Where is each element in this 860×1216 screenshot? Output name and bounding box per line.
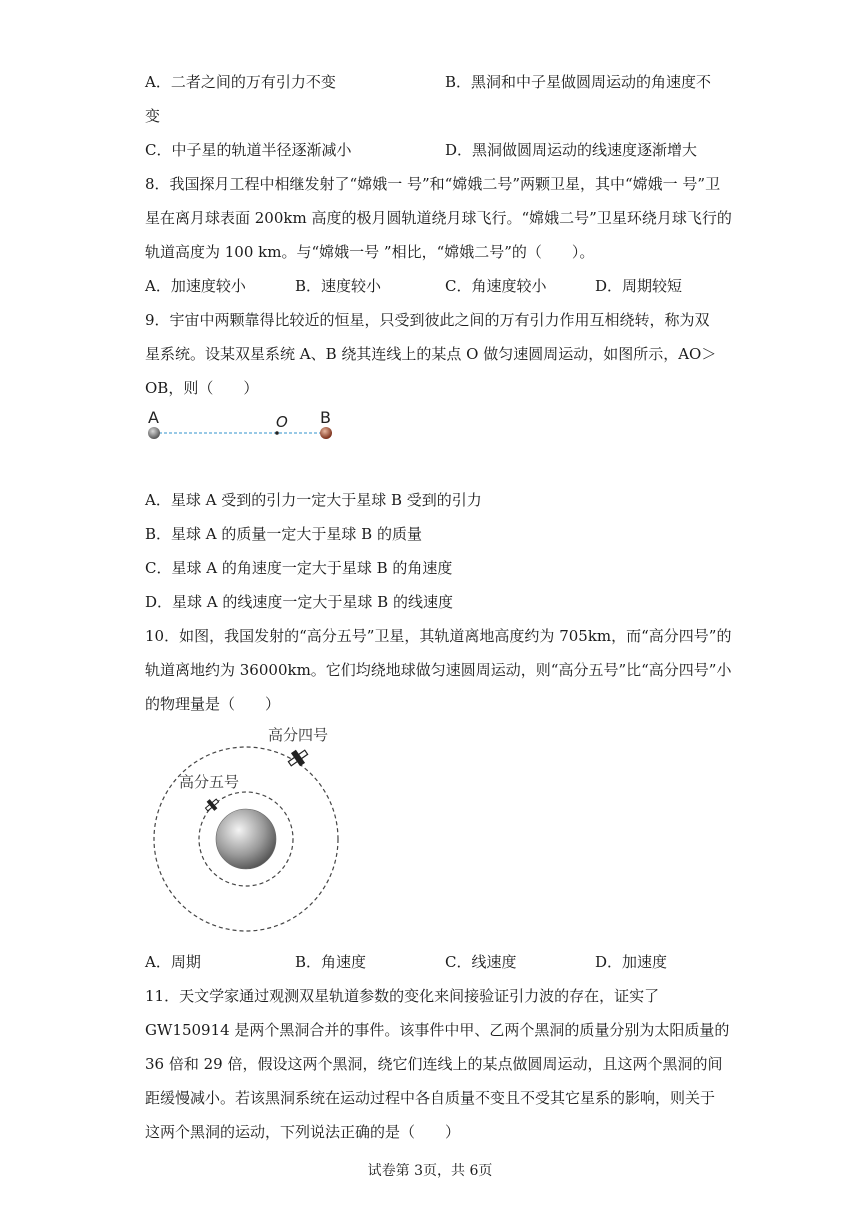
q7-option-b: B．黑洞和中子星做圆周运动的角速度不	[445, 73, 712, 91]
binary-star-diagram	[140, 405, 340, 445]
q11-text-line-1: 11．天文学家通过观测双星轨道参数的变化来间接验证引力波的存在，证实了	[145, 987, 660, 1005]
q7-option-a: A．二者之间的万有引力不变	[145, 73, 336, 91]
q8-text-line-3: 轨道高度为 100 km。与“嫦娥一号 ”相比，“嫦娥二号”的（ ）。	[145, 243, 595, 261]
q9-option-b: B．星球 A 的质量一定大于星球 B 的质量	[145, 525, 422, 543]
q9-text-line-1: 9．宇宙中两颗靠得比较近的恒星，只受到彼此之间的万有引力作用互相绕转，称为双	[145, 311, 710, 329]
label-a: A	[148, 408, 159, 427]
q10-text-line-2: 轨道离地约为 36000km。它们均绕地球做匀速圆周运动，则“高分五号”比“高分四号”小	[145, 661, 732, 679]
q8-text-line-2: 星在离月球表面 200km 高度的极月圆轨道绕月球飞行。“嫦娥二号”卫星环绕月球飞行的	[145, 209, 732, 227]
q10-text-line-1: 10．如图，我国发射的“高分五号”卫星，其轨道离地高度约为 705km，而“高分四号”的	[145, 627, 732, 645]
page-footer: 试卷第 3页，共 6页	[367, 1163, 493, 1179]
q7-option-c: C．中子星的轨道半径逐渐减小	[145, 141, 352, 159]
q10-option-a: A．周期	[145, 953, 201, 971]
star-a	[148, 427, 160, 439]
q8-option-a: A．加速度较小	[145, 277, 246, 295]
q9-text-line-2: 星系统。设某双星系统 A、B 绕其连线上的某点 O 做匀速圆周运动，如图所示，AO＞	[145, 345, 717, 363]
star-b	[320, 427, 332, 439]
q9-option-a: A．星球 A 受到的引力一定大于星球 B 受到的引力	[145, 491, 482, 509]
q11-text-line-4: 距缓慢减小。若该黑洞系统在运动过程中各自质量不变且不受其它星系的影响，则关于	[145, 1089, 716, 1107]
q10-text-line-3: 的物理量是（ ）	[145, 695, 281, 713]
q11-text-line-5: 这两个黑洞的运动，下列说法正确的是（ ）	[145, 1123, 461, 1141]
q11-text-line-2: GW150914 是两个黑洞合并的事件。该事件中甲、乙两个黑洞的质量分别为太阳质量的	[145, 1021, 730, 1039]
label-gaofen-4: 高分四号	[268, 726, 329, 744]
q8-option-b: B．速度较小	[295, 277, 382, 295]
q10-option-c: C．线速度	[445, 953, 517, 971]
q8-text-line-1: 8．我国探月工程中相继发射了“嫦娥一 号”和“嫦娥二号”两颗卫星，其中“嫦娥一 号”卫	[145, 175, 721, 193]
earth	[216, 809, 276, 869]
q9-text-line-3: OB，则（ ）	[145, 379, 259, 397]
q10-option-d: D．加速度	[595, 953, 668, 971]
q10-option-b: B．角速度	[295, 953, 367, 971]
satellite-orbit-diagram	[145, 720, 355, 942]
q7-option-b-continued: 变	[145, 107, 161, 125]
q8-option-c: C．角速度较小	[445, 277, 547, 295]
q9-option-c: C．星球 A 的角速度一定大于星球 B 的角速度	[145, 559, 453, 577]
q9-option-d: D．星球 A 的线速度一定大于星球 B 的线速度	[145, 593, 453, 611]
q7-option-d: D．黑洞做圆周运动的线速度逐渐增大	[445, 141, 698, 159]
satellite-inner-icon	[203, 796, 221, 814]
q8-option-d: D．周期较短	[595, 277, 683, 295]
label-o: O	[276, 413, 288, 431]
label-b: B	[320, 408, 331, 427]
q11-text-line-3: 36 倍和 29 倍，假设这两个黑洞，绕它们连线上的某点做圆周运动，且这两个黑洞的间	[145, 1055, 723, 1073]
label-gaofen-5: 高分五号	[179, 773, 240, 791]
center-point-o	[275, 431, 279, 435]
